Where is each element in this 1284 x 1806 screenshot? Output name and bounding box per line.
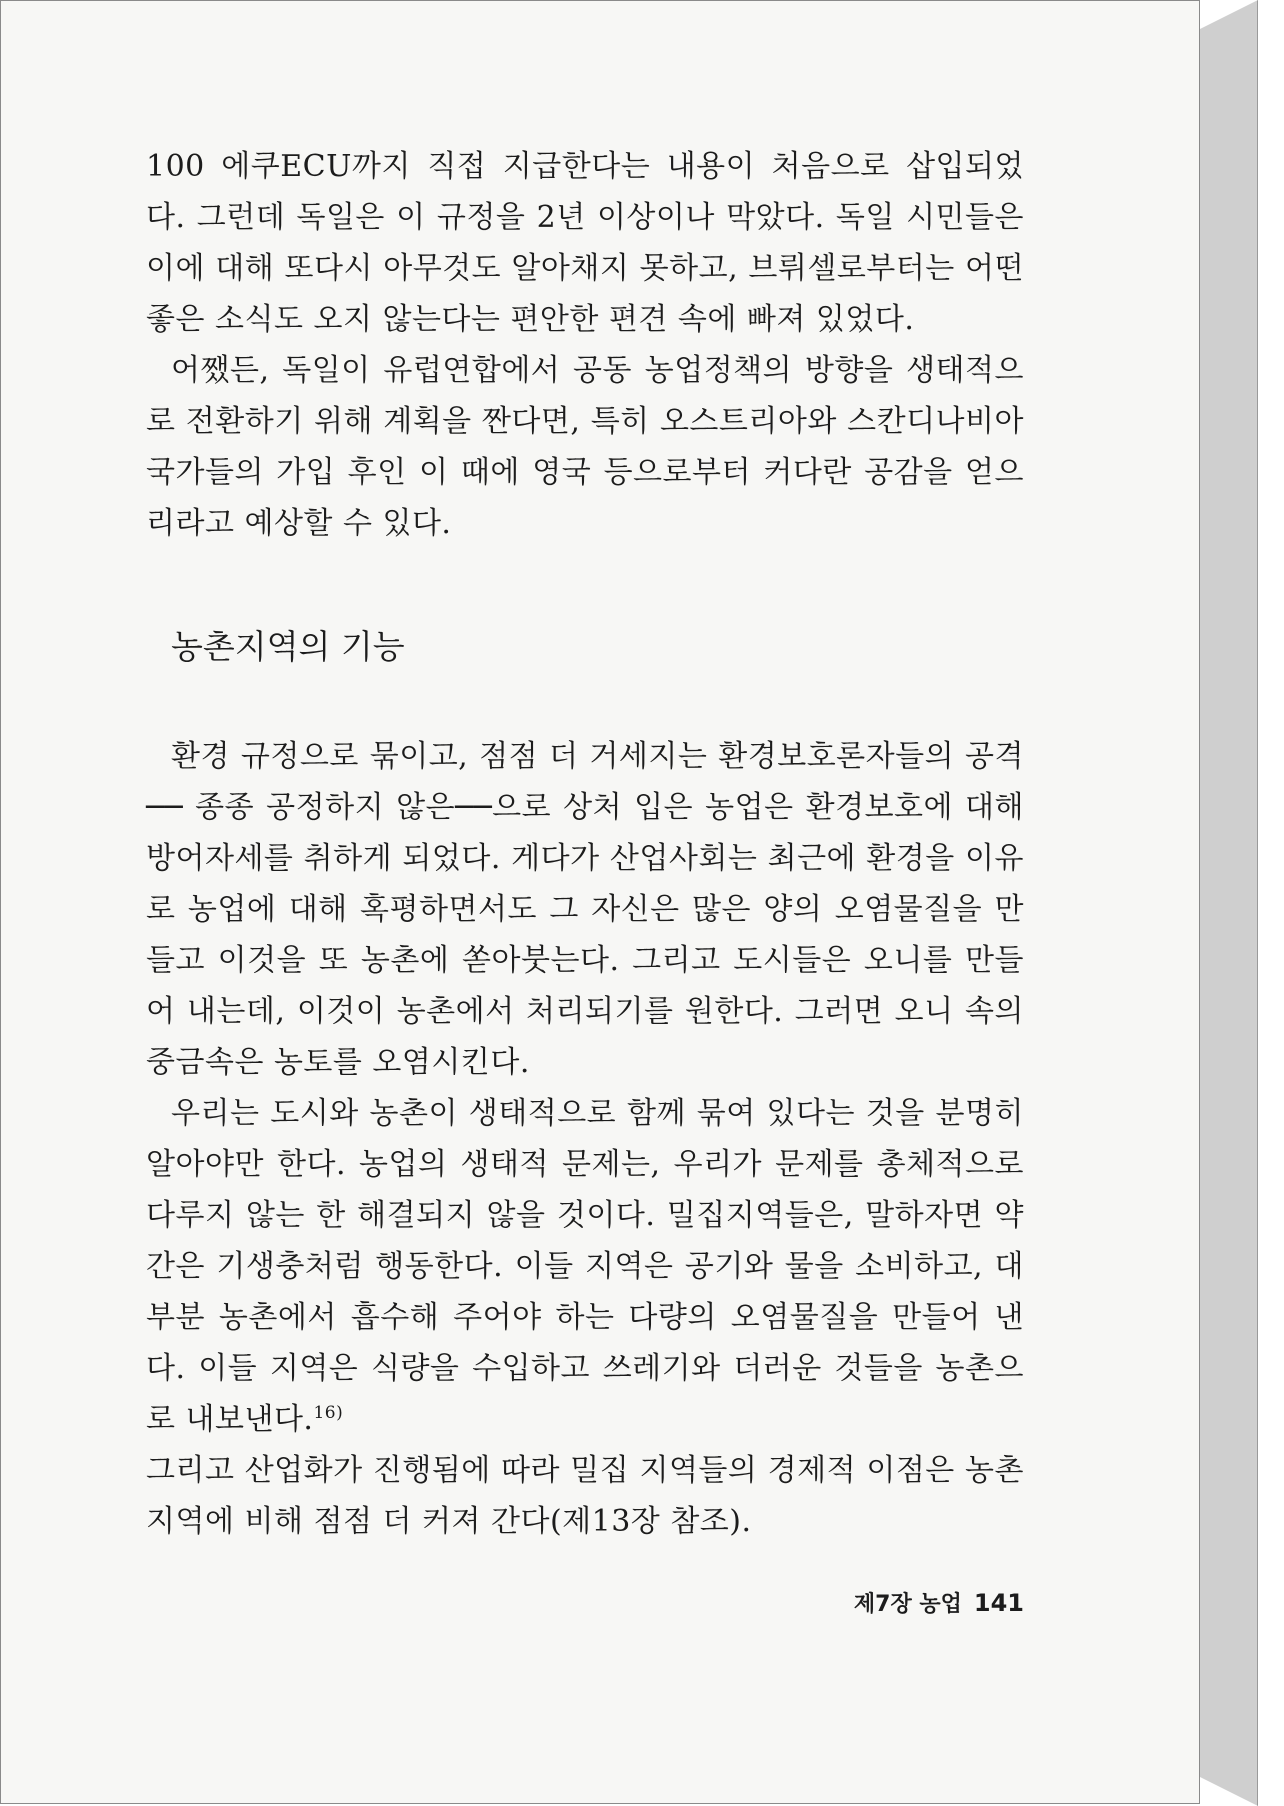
page-stack-edge	[1198, 0, 1258, 1806]
page-footer	[841, 1587, 1024, 1618]
paragraph-text: 그리고 산업화가 진행됨에 따라 밀집 지역들의 경제적 이점은 농촌지역에 비해 점점 더 커져 간다(제13장 참조).	[146, 1453, 1024, 1539]
paragraph-text: 우리는 도시와 농촌이 생태적으로 함께 묶여 있다는 것을 분명히 알아야만 한다. 농업의 생태적 문제는, 우리가 문제를 총체적으로 다루지 않는 한 해결되지 않을 것이다. 밀집지역들은, 말하자면 약간은 기생충처럼 행동한다. 이들 지역은 공기와 물을 소비하고, 대부분 농촌에서 흡수해 주어야 하는 다량의 오염물질을 만들어 낸다. 이들 지역은 식량을 수입하고 쓰레기와 더러운 것들을 농촌으로 내보낸다.	[146, 1096, 1024, 1437]
paragraph-with-footnote	[146, 1088, 1024, 1547]
page-stack-edge-top	[1198, 0, 1258, 30]
footnote-marker: 16)	[313, 1403, 344, 1423]
page-number: 141	[973, 1589, 1024, 1617]
paragraph: 환경 규정으로 묶이고, 점점 더 거세지는 환경보호론자들의 공격── 종종 공정하지 않은──으로 상처 입은 농업은 환경보호에 대해 방어자세를 취하게 되었다. 게다가 산업사회는 최근에 환경을 이유로 농업에 대해 혹평하면서도 그 자신은 많은 양의 오염물질을 만들고 이것을 또 농촌에 쏟아붓는다. 그리고 도시들은 오니를 만들어 내는데, 이것이 농촌에서 처리되기를 원한다. 그러면 오니 속의 중금속은 농토를 오염시킨다.	[146, 739, 1024, 1080]
page-body	[146, 141, 1024, 1547]
running-footer-chapter: 제7장 농업	[853, 1592, 962, 1617]
page-stack-edge-bottom	[1198, 1776, 1258, 1806]
section-heading: 농촌지역의 기능	[171, 627, 405, 666]
paragraph-continued: 100 에쿠ECU까지 직접 지급한다는 내용이 처음으로 삽입되었다. 그런데 독일은 이 규정을 2년 이상이나 막았다. 독일 시민들은 이에 대해 또다시 아무것도 알아채지 못하고, 브뤼셀로부터는 어떤 좋은 소식도 오지 않는다는 편안한 편견 속에 빠져 있었다.	[146, 149, 1024, 337]
paragraph: 어쨌든, 독일이 유럽연합에서 공동 농업정책의 방향을 생태적으로 전환하기 위해 계획을 짠다면, 특히 오스트리아와 스칸디나비아 국가들의 가입 후인 이 때에 영국 등으로부터 커다란 공감을 얻으리라고 예상할 수 있다.	[146, 353, 1024, 541]
